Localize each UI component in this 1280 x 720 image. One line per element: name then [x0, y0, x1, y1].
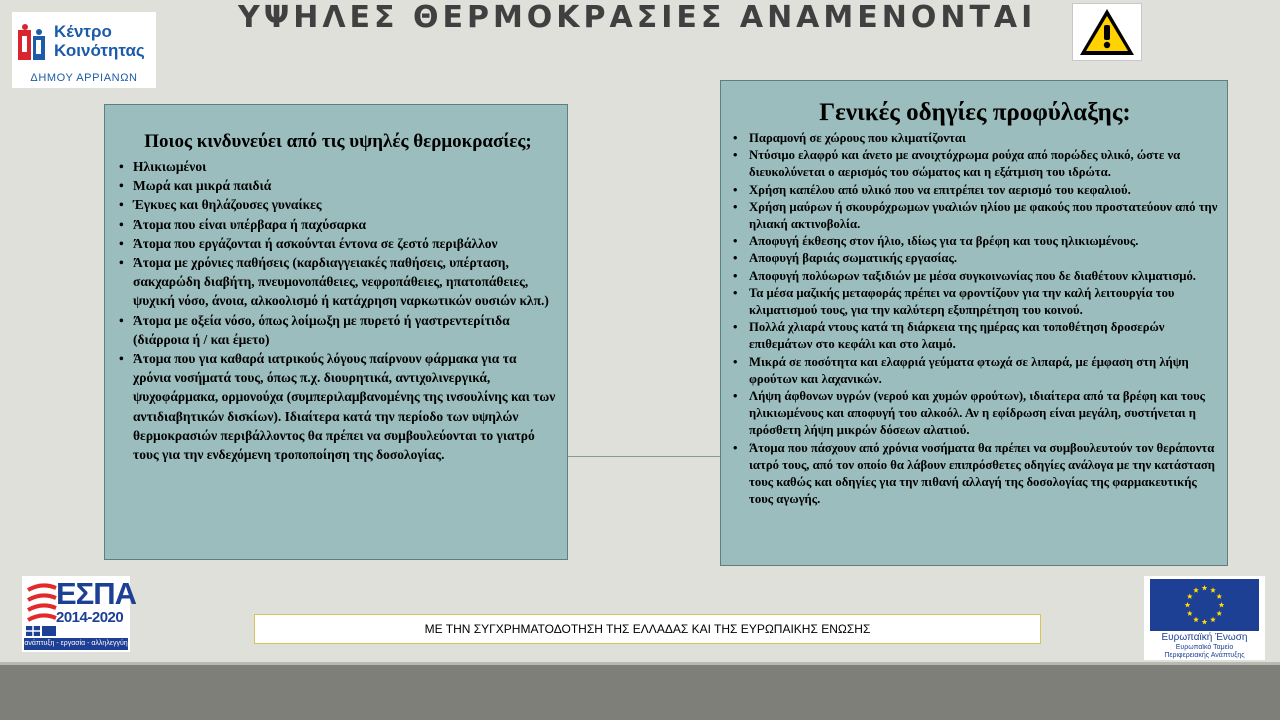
list-item: • Αποφυγή έκθεσης στον ήλιο, ιδίως για τα βρέφη και τους ηλικιωμένους. — [731, 233, 1219, 250]
cofunding-banner: ΜΕ ΤΗΝ ΣΥΓΧΡΗΜΑΤΟΔΟΤΗΣΗ ΤΗΣ ΕΛΛΑΔΑΣ ΚΑΙ ΤΗΣ ΕΥΡΩΠΑΙΚΗΣ ΕΝΩΣΗΣ — [254, 614, 1041, 644]
warning-triangle-icon — [1073, 4, 1141, 60]
list-item: • Άτομα με οξεία νόσο, όπως λοίμωξη με πυρετό ή γαστρεντερίτιδα (διάρροια ή / και έμετο) — [119, 311, 557, 349]
espa-wordmark: ΕΣΠΑ — [56, 576, 137, 611]
list-item: • Λήψη άφθονων υγρών (νερού και χυμών φρούτων), ιδιαίτερα από τα βρέφη και τους ηλικιωμένους και αποφυγή του αλκοόλ. Αν η εφίδρωση είναι μεγάλη, συστήνεται η πρόσθετη λήψη μικρών δόσεων αλατιού. — [731, 388, 1219, 440]
list-item: • Αποφυγή βαριάς σωματικής εργασίας. — [731, 250, 1219, 267]
eu-fund-line2: Περιφερειακής Ανάπτυξης — [1164, 652, 1245, 659]
bottom-band — [0, 665, 1280, 720]
list-item: • Άτομα με χρόνιες παθήσεις (καρδιαγγειακές παθήσεις, υπέρταση, σακχαρώδη διαβήτη, πνευμονοπάθειες, νεφροπάθειες, ηπατοπάθειες, ψυχική νόσο, άνοια, αλκοολισμό ή κατάχρηση ναρκωτικών ουσιών κλπ.) — [119, 253, 557, 311]
risk-groups-panel — [104, 104, 568, 560]
list-item: • Άτομα που εργάζονται ή ασκούνται έντονα σε ζεστό περιβάλλον — [119, 234, 557, 253]
list-item: • Μωρά και μικρά παιδιά — [119, 176, 557, 195]
list-item: • Χρήση καπέλου από υλικό που να επιτρέπει τον αερισμό του κεφαλιού. — [731, 182, 1219, 199]
eu-flag-icon — [1150, 579, 1259, 631]
logo-subtitle: ΔΗΜΟΥ ΑΡΡΙΑΝΩΝ — [30, 72, 138, 84]
logo-name-line2: Κοινότητας — [54, 41, 145, 60]
connector-line — [568, 456, 720, 457]
list-item: • Άτομα που για καθαρά ιατρικούς λόγους παίρνουν φάρμακα για τα χρόνια νοσήματά τους, όπως π.χ. διουρητικά, αντιχολινεργικά, ψυχοφάρμακα, ορμονούχα (συμπεριλαμβανομένης της ινσουλίνης και των αντιδιαβητικών δισκίων). Ιδιαίτερα κατά την περίοδο των υψηλών θερμοκρασιών περιβάλλοντος θα πρέπει να συμβουλεύονται το γιατρό τους για την ενδεχόμενη τροποποίηση της δοσολογίας. — [119, 349, 557, 464]
espa-years: 2014-2020 — [56, 609, 124, 626]
logo-name — [54, 22, 145, 60]
risk-groups-list — [119, 157, 557, 464]
list-item: • Έγκυες και θηλάζουσες γυναίκες — [119, 195, 557, 214]
list-item: • Ηλικιωμένοι — [119, 157, 557, 176]
precautions-heading: Γενικές οδηγίες προφύλαξης: — [819, 99, 1131, 126]
list-item: • Αποφυγή πολύωρων ταξιδιών με μέσα συγκοινωνίας που δε διαθέτουν κλιματισμό. — [731, 268, 1219, 285]
eu-logo — [1144, 576, 1265, 660]
espa-tagline: ανάπτυξη - εργασία - αλληλεγγύη — [24, 638, 128, 650]
list-item: • Πολλά χλιαρά ντους κατά τη διάρκεια της ημέρας και τοποθέτηση δροσερών επιθεμάτων στο κεφάλι και στο λαιμό. — [731, 319, 1219, 353]
list-item: • Άτομα που πάσχουν από χρόνια νοσήματα θα πρέπει να συμβουλευτούν τον θεράποντα ιατρό τους, από τον οποίο θα λάβουν επιπρόσθετες οδηγίες ανάλογα με την κατάσταση τους καθώς και οδηγίες για την πιθανή αλλαγή της δοσολογίας της φαρμακευτικής τους αγωγής. — [731, 440, 1219, 509]
list-item: • Τα μέσα μαζικής μεταφοράς πρέπει να φροντίζουν για την καλή λειτουργία του κλιματισμού τους, για την καλύτερη εξυπηρέτηση του κοινού. — [731, 285, 1219, 319]
logo-name-line1: Κέντρο — [54, 22, 112, 41]
people-logo-icon — [18, 24, 52, 62]
eu-name: Ευρωπαϊκή Ένωση — [1161, 632, 1248, 643]
espa-swoosh-icon — [24, 578, 58, 638]
list-item: • Παραμονή σε χώρους που κλιματίζονται — [731, 130, 1219, 147]
warning-sign — [1072, 3, 1142, 61]
list-item: • Ντύσιμο ελαφρύ και άνετο με ανοιχτόχρωμα ρούχα από πορώδες υλικό, ώστε να διευκολύνεται ο αερισμός του σώματος και η εξάτμιση του ιδρώτα. — [731, 147, 1219, 181]
list-item: • Χρήση μαύρων ή σκουρόχρωμων γυαλιών ηλίου με φακούς που προστατεύουν από την ηλιακή ακτινοβολία. — [731, 199, 1219, 233]
eu-fund — [1144, 644, 1265, 660]
list-item: • Άτομα που είναι υπέρβαρα ή παχύσαρκα — [119, 215, 557, 234]
kentro-koinotitas-logo — [12, 12, 156, 88]
eu-fund-line1: Ευρωπαϊκό Ταμείο — [1175, 644, 1234, 651]
precautions-panel — [720, 80, 1228, 566]
page-title: ΥΨΗΛΕΣ ΘΕΡΜΟΚΡΑΣΙΕΣ ΑΝΑΜΕΝΟΝΤΑΙ — [238, 0, 1037, 35]
risk-groups-heading: Ποιος κινδυνεύει από τις υψηλές θερμοκρασίες; — [144, 131, 532, 152]
espa-logo — [22, 576, 137, 652]
precautions-list — [731, 130, 1219, 508]
list-item: • Μικρά σε ποσότητα και ελαφριά γεύματα φτωχά σε λιπαρά, με έμφαση στη λήψη φρούτων και λαχανικών. — [731, 354, 1219, 388]
